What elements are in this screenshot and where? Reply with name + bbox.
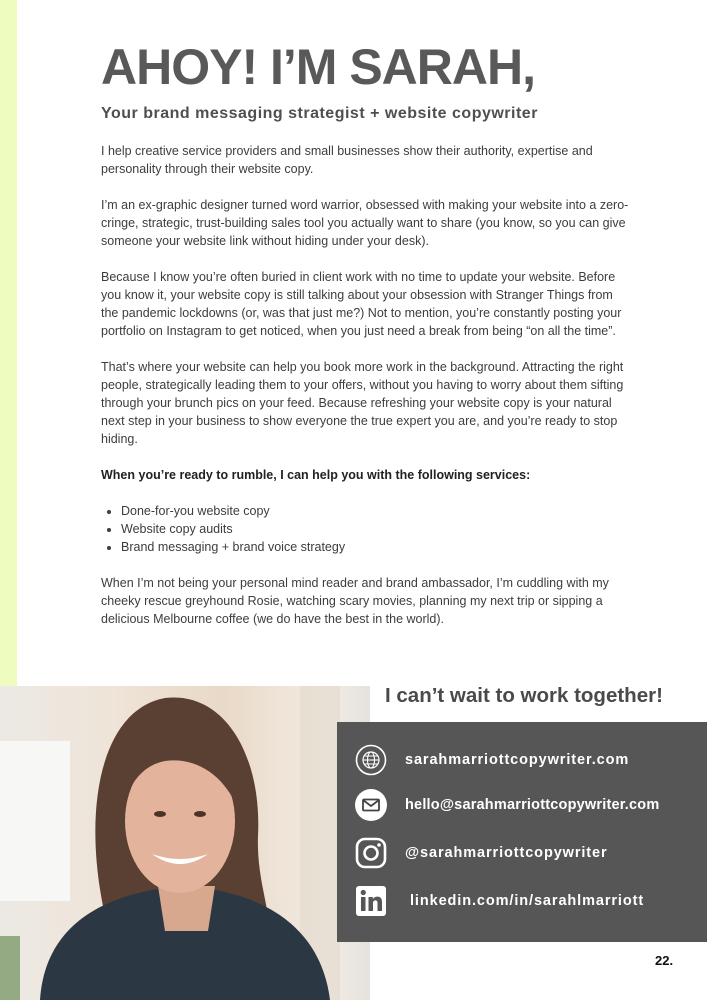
accent-bar [0,0,17,686]
paragraph-closing: When I’m not being your personal mind reader and brand ambassador, I’m cuddling with my cheeky rescue greyhound Rosie, watching scary movies, planning my next trip or sipping a delicious Melbourne coffee (we do have the best in the world). [101,576,609,626]
page-subtitle: Your brand messaging strategist + website copywriter [101,105,538,122]
globe-icon [354,743,388,777]
paragraph-background: I’m an ex-graphic designer turned word warrior, obsessed with making your website into a zero-cringe, strategic, trust-building sales tool you actually want to share (you know, so you can give someone your website link without hiding under your desk). [101,198,629,248]
contact-box [337,722,707,942]
service-item: • Website copy audits [121,520,631,538]
service-item: • Brand messaging + brand voice strategy [121,538,631,556]
portrait-illustration [0,686,370,1000]
contact-linkedin[interactable] [354,884,644,918]
linkedin-link[interactable]: linkedin.com/in/sarahlmarriott [410,893,645,909]
services-heading: When you’re ready to rumble, I can help you with the following services: [101,468,531,482]
paragraph-intro: I help creative service providers and small businesses show their authority, expertise and personality through their website copy. [101,144,593,176]
cta-heading: I can’t wait to work together! [385,684,663,707]
linkedin-icon [354,884,388,918]
website-link[interactable]: sarahmarriottcopywriter.com [405,752,630,768]
envelope-icon [354,788,388,822]
body-text [101,142,631,646]
paragraph-solution: That’s where your website can help you book more work in the background. Attracting the right people, strategically leading them to your offers, without you having to worry about them sifting through your brunch pics on your feed. Because refreshing your website copy is your natural next step in your business to show everyone the true expert you are, and you’re ready to stop hiding. [101,360,624,446]
service-item: • Done-for-you website copy [121,502,631,520]
instagram-icon [354,836,388,870]
contact-instagram[interactable] [354,836,608,870]
email-link[interactable]: hello@sarahmarriottcopywriter.com [405,797,660,813]
contact-website[interactable] [354,743,629,777]
page-title: AHOY! I’M SARAH, [101,39,535,95]
services-list [101,502,631,556]
instagram-handle[interactable]: @sarahmarriottcopywriter [405,845,608,861]
page-number: 22. [655,953,674,968]
portrait-photo [0,686,370,1000]
contact-email[interactable] [354,788,659,822]
paragraph-problem: Because I know you’re often buried in client work with no time to update your website. Before you know it, your website copy is still talking about your obsession with Stranger Things from the pandemic lockdowns (or, was that just me?) Not to mention, you’re constantly posting your portfolio on Instagram to get noticed, when you just need a break from being “on all the time”. [101,270,622,338]
